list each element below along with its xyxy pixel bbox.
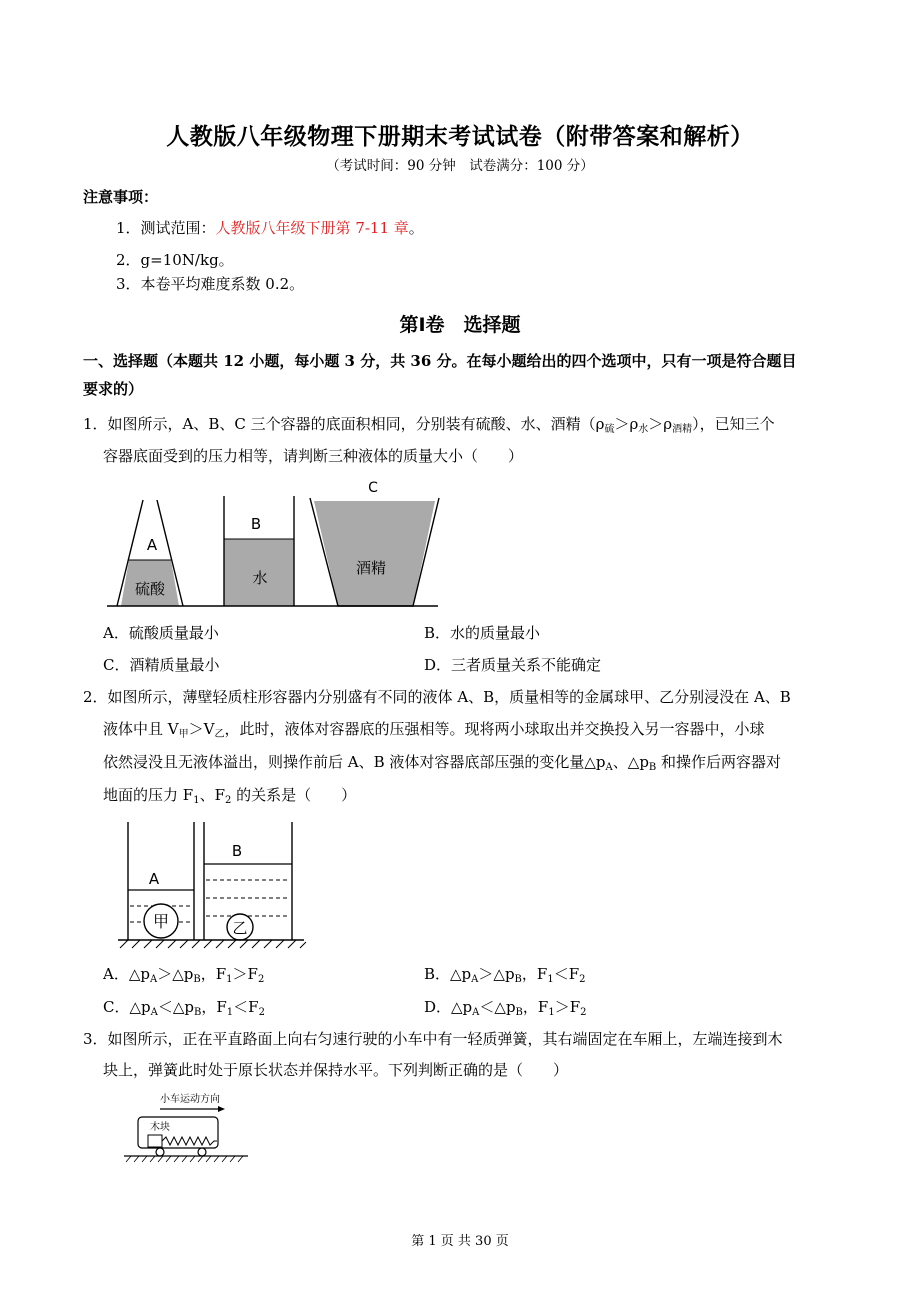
section-title: 第Ⅰ卷 选择题	[399, 314, 521, 336]
notes-heading: 注意事项：	[83, 188, 159, 206]
note-item-3: 3．本卷平均难度系数 0.2。	[116, 275, 305, 293]
q3-stem-cont: 块上，弹簧此时处于原长状态并保持水平。下列判断正确的是（ ）	[103, 1061, 569, 1079]
note-item-2: 2．g=10N/kg。	[116, 251, 234, 269]
direction-label: 小车运动方向	[160, 1094, 220, 1105]
q1-stem: 1．如图所示，A、B、C 三个容器的底面积相同，分别装有硫酸、水、酒精$(\rho_硫>\rho_水>\rho_{酒精})$，已知三个	[83, 415, 775, 435]
q1-stem-cont: 容器底面受到的压力相等，请判断三种液体的质量大小（ ）	[103, 447, 524, 465]
q2-figure-containers	[114, 818, 308, 950]
label-c: C	[368, 480, 378, 496]
wheel-left	[156, 1148, 164, 1156]
q2-stem-cont-1: 液体中且 $V_甲>V_乙$，此时，液体对容器底的压强相等。现将两小球取出并交换投入另一容器中，小球	[103, 720, 765, 740]
label-b: B	[250, 515, 262, 533]
q2-option-d[interactable]: D．$\triangle p_A<\triangle p_B$，$F_1>F_2$	[424, 998, 587, 1018]
q1-option-d[interactable]: D．三者质量关系不能确定	[424, 656, 602, 674]
test-scope: 人教版八年级下册第 7-11 章	[215, 219, 409, 237]
page-number: 第 1 页 共 30 页	[411, 1234, 509, 1249]
section-instructions: 一、选择题（本题共 12 小题，每小题 3 分，共 36 分。在每小题给出的四个选项中，只有一项是符合题目	[83, 352, 797, 370]
section-instructions-cont: 要求的）	[83, 380, 144, 398]
note-item-1: 1．测试范围：人教版八年级下册第 7-11 章。	[116, 219, 424, 237]
q2-option-a[interactable]: A．$\triangle p_A>\triangle p_B$，$F_1>F_2$	[103, 965, 265, 985]
q1-figure-containers	[105, 476, 440, 612]
exam-info: （考试时间：90 分钟 试卷满分：100 分）	[326, 158, 594, 174]
liquid-c: 酒精	[355, 559, 387, 577]
q1-option-c[interactable]: C．酒精质量最小	[103, 656, 220, 674]
wheel-right	[198, 1148, 206, 1156]
q2-option-c[interactable]: C．$\triangle p_A<\triangle p_B$，$F_1<F_2$	[103, 998, 265, 1018]
liquid-a: 硫酸	[134, 580, 166, 598]
q3-stem: 3．如图所示，正在平直路面上向右匀速行驶的小车中有一轻质弹簧，其右端固定在车厢上，左端连接到木	[83, 1030, 783, 1048]
ball-yi-label: 乙	[232, 919, 248, 937]
ball-jia-label: 甲	[152, 912, 170, 931]
block-label: 木块	[150, 1122, 170, 1133]
q1-option-b[interactable]: B．水的质量最小	[424, 624, 541, 642]
label-b: B	[231, 842, 243, 860]
q3-figure-cart	[122, 1090, 250, 1166]
label-a: A	[146, 536, 158, 554]
q2-stem-cont-3: 地面的压力 $F_1$、$F_2$ 的关系是（ ）	[103, 786, 357, 806]
q1-option-a[interactable]: A．硫酸质量最小	[103, 624, 219, 642]
q2-option-b[interactable]: B．$\triangle p_A>\triangle p_B$，$F_1<F_2$	[424, 965, 586, 985]
q2-stem-cont-2: 依然浸没且无液体溢出，则操作前后 A、B 液体对容器底部压强的变化量$\triangle p_A$、$\triangle p_B$ 和操作后两容器对	[103, 753, 782, 773]
wooden-block	[148, 1135, 162, 1147]
label-a: A	[148, 870, 160, 888]
page-title: 人教版八年级物理下册期末考试试卷（附带答案和解析）	[166, 124, 754, 150]
q2-stem: 2．如图所示，薄壁轻质柱形容器内分别盛有不同的液体 A、B，质量相等的金属球甲、乙分别浸没在 A、B	[83, 688, 791, 706]
liquid-b: 水	[252, 569, 268, 587]
